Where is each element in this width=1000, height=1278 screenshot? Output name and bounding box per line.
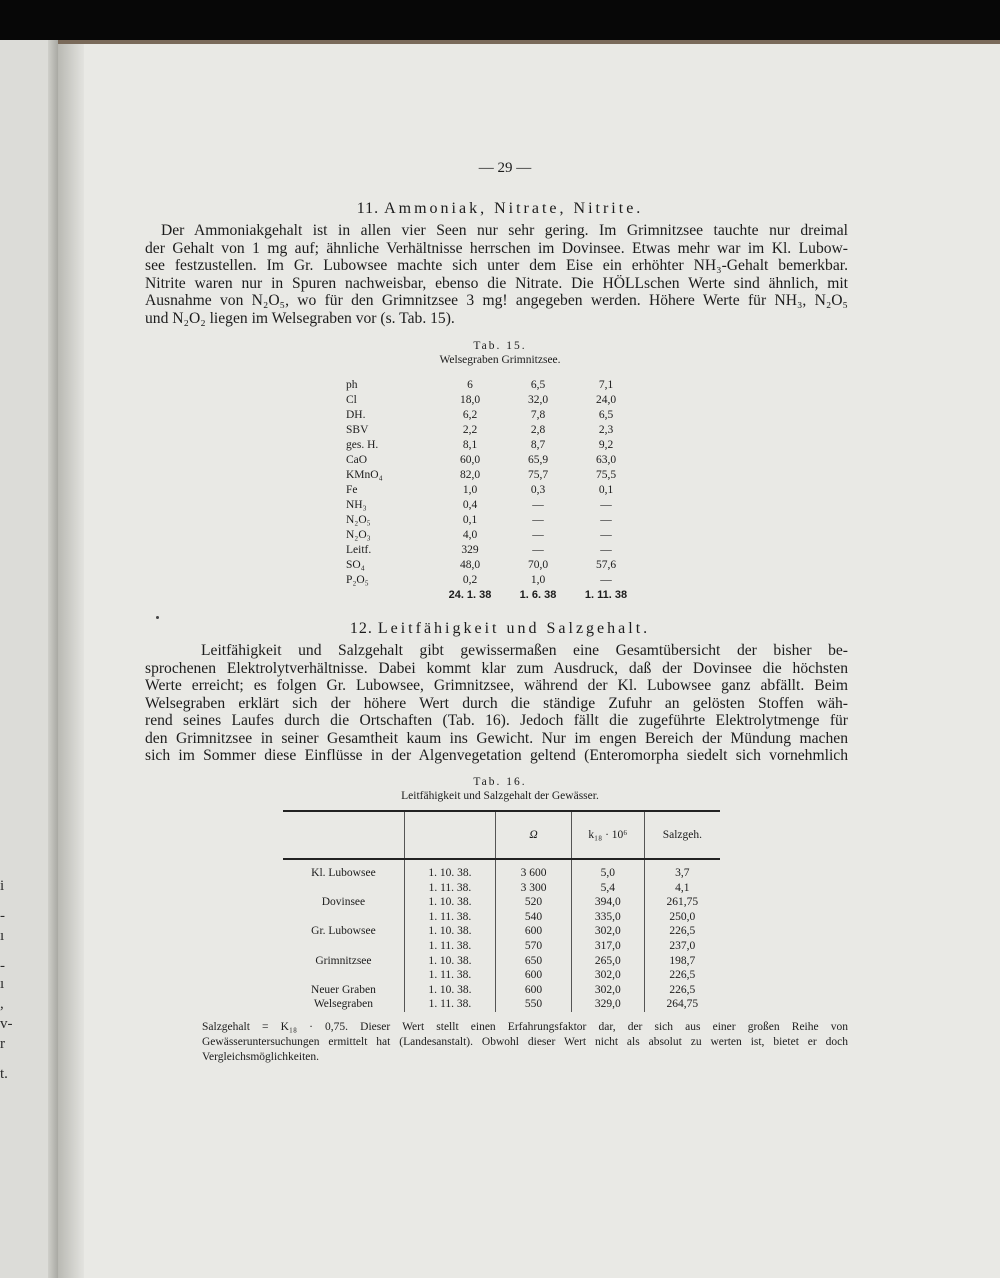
row-label: Leitf.: [346, 544, 372, 556]
table-cell: —: [600, 499, 612, 511]
table-cell-omega: 600: [495, 924, 571, 939]
text-line: rend seines Laufes durch die Ortschaften (Tab. 16). Jedoch fällt die zugeführte Elektrolytmenge für: [145, 712, 848, 729]
table-cell: 0,3: [530, 484, 546, 496]
margin-fragment: ı: [0, 976, 5, 992]
table-cell: 2,3: [598, 424, 614, 436]
table-cell: 6,5: [598, 409, 614, 421]
table-cell: 329: [461, 544, 479, 556]
row-label: N₂O₃: [346, 529, 371, 541]
table-cell: 1,0: [462, 484, 478, 496]
table-cell-date: 1. 11. 38.: [404, 939, 495, 954]
column-header: [404, 811, 495, 859]
table-cell: 2,8: [530, 424, 546, 436]
table-cell-k: 302,0: [572, 924, 645, 939]
table-cell-salz: 261,75: [644, 895, 720, 910]
column-header-omega: Ω: [495, 811, 571, 859]
table-row: [346, 498, 640, 513]
table-cell-k: 335,0: [572, 910, 645, 925]
table-cell-salz: 226,5: [644, 983, 720, 998]
table-cell-gew: Kl. Lubowsee: [311, 867, 376, 879]
table-cell: —: [600, 514, 612, 526]
table-cell: 7,1: [598, 379, 614, 391]
row-label: P₂O₅: [346, 574, 369, 586]
margin-fragment: v-: [0, 1016, 13, 1032]
section-12-heading: [160, 620, 840, 638]
table-cell: 0,2: [462, 574, 478, 586]
table-15-caption: Tab. 15.: [473, 340, 527, 352]
table-cell-k: 329,0: [572, 997, 645, 1012]
table-cell-date: 1. 10. 38.: [404, 895, 495, 910]
table-cell-date: 1. 11. 38.: [404, 881, 495, 896]
page-gutter: [58, 44, 84, 1278]
table-cell-date: 1. 11. 38.: [404, 997, 495, 1012]
text-line: sich im Sommer diese Einflüsse in der Algenvegetation geltend (Enteromorpha siedelt sich vornehmlich: [145, 747, 848, 764]
table-cell-k: 302,0: [572, 968, 645, 983]
row-label: ph: [346, 379, 358, 391]
text-line: Ausnahme von N₂O₅, wo für den Grimnitzsee 3 mg! angegeben werden. Höhere Werte für NH₃, N₂O₅: [145, 292, 848, 309]
footnote-line: Vergleichsmöglichkeiten.: [202, 1051, 319, 1063]
table-cell-omega: 3 300: [495, 881, 571, 896]
table-cell-date: 1. 10. 38.: [404, 954, 495, 969]
table-15: [346, 378, 640, 603]
date-row: [346, 588, 640, 603]
table-cell: 63,0: [595, 454, 617, 466]
footnote-line: Salzgehalt = K₁₈ · 0,75. Dieser Wert stellt einen Erfahrungsfaktor dar, der sich aus einer großen Reihe von: [202, 1021, 848, 1033]
margin-fragment: ,: [0, 996, 4, 1012]
text-line: der Gehalt von 1 mg auf; ähnliche Verhältnisse herrschen im Dovinsee. Etwas mehr war im Kl. Lubow-: [145, 239, 848, 257]
row-label: SBV: [346, 424, 369, 436]
text-line: sprochenen Elektrolytverhältnisse. Dabei kommt klar zum Ausdruck, daß der Dovinsee die höchsten: [145, 659, 848, 677]
date-cell: 24. 1. 38: [448, 589, 492, 601]
row-label: ges. H.: [346, 439, 379, 451]
table-row: [283, 997, 720, 1012]
table-cell-omega: 650: [495, 954, 571, 969]
table-cell: 57,6: [595, 559, 617, 571]
table-row: [346, 483, 640, 498]
table-cell-salz: 250,0: [644, 910, 720, 925]
table-cell: 70,0: [527, 559, 549, 571]
column-header-k18: k₁₈ · 10⁶: [572, 811, 645, 859]
table-cell-k: 302,0: [572, 983, 645, 998]
table-cell-omega: 600: [495, 968, 571, 983]
table-cell: —: [532, 544, 544, 556]
table-cell-gew: Gr. Lubowsee: [311, 925, 376, 938]
table-cell-salz: 264,75: [644, 997, 720, 1012]
date-cell: 1. 6. 38: [519, 589, 557, 601]
table-cell: 82,0: [459, 469, 481, 481]
section-title: Leitfähigkeit und Salzgehalt.: [377, 620, 651, 637]
table-16-caption: Tab. 16.: [473, 776, 527, 788]
table-cell-date: 1. 10. 38.: [404, 924, 495, 939]
table-cell-gew: Welsegraben: [313, 998, 373, 1011]
table-row: [283, 895, 720, 910]
table-cell-date: 1. 10. 38.: [404, 859, 495, 881]
table-row: [346, 438, 640, 453]
text-line: see festzustellen. Im Gr. Lubowsee machte sich unter dem Eise ein erhöhter NH₃-Gehalt bemerkbar.: [145, 257, 848, 274]
table-cell: 1,0: [530, 574, 546, 586]
table-cell: —: [600, 574, 612, 586]
date-cell: 1. 11. 38: [584, 589, 628, 601]
row-label: N₂O₅: [346, 514, 371, 526]
empty-cell: [346, 588, 436, 603]
table-cell-omega: 600: [495, 983, 571, 998]
table-row: [283, 859, 720, 881]
text-line: Welsegraben erklärt sich der höhere Wert durch die ständige Zufuhr an gelösten Stoffen wäh-: [145, 694, 848, 712]
table-row: [283, 910, 720, 925]
left-page-edge: [0, 40, 58, 1278]
table-cell: —: [532, 499, 544, 511]
table-cell-gew: Neuer Graben: [311, 983, 376, 996]
table-cell: 6: [467, 379, 473, 391]
table-row: [346, 573, 640, 588]
text-line: Werte erreicht; es folgen Gr. Lubowsee, Grimnitzsee, während der Kl. Lubowsee ganz abfällt. Beim: [145, 677, 848, 694]
table-row: [346, 378, 640, 393]
table-cell: 0,4: [462, 499, 478, 511]
table-cell-salz: 3,7: [644, 859, 720, 881]
text-line: Nitrite waren nur in Spuren nachweisbar, ebenso die Nitrate. Die HÖLLschen Werte sind ähnlich, mit: [145, 274, 848, 292]
table-cell: —: [532, 514, 544, 526]
table-cell: 18,0: [459, 394, 481, 406]
table-row: [346, 468, 640, 483]
table-row: [283, 939, 720, 954]
table-cell-date: 1. 11. 38.: [404, 910, 495, 925]
table-cell: —: [600, 544, 612, 556]
table-cell: —: [600, 529, 612, 541]
table-16-subcaption: Leitfähigkeit und Salzgehalt der Gewässer.: [401, 790, 599, 802]
section-11-heading: [160, 200, 840, 218]
table-cell-k: 394,0: [572, 895, 645, 910]
table-cell-salz: 226,5: [644, 924, 720, 939]
table-cell-gew: [283, 910, 404, 925]
table-cell-date: 1. 10. 38.: [404, 983, 495, 998]
table-row: [283, 968, 720, 983]
margin-fragment: i: [0, 878, 5, 894]
row-label: Cl: [346, 394, 357, 406]
footnote-line: Gewässeruntersuchungen ermittelt hat (Landesanstalt). Obwohl dieser Wert nicht als absolut zu werten ist, bietet er doch: [202, 1036, 848, 1048]
margin-fragment: ı: [0, 928, 5, 944]
table-cell-salz: 226,5: [644, 968, 720, 983]
table-cell: 75,7: [527, 469, 549, 481]
table-cell-gew: Grimnitzsee: [315, 954, 372, 967]
section-12-paragraph: [145, 642, 848, 765]
table-15-subcaption: Welsegraben Grimnitzsee.: [439, 354, 561, 366]
table-cell: 65,9: [527, 454, 549, 466]
table-cell-omega: 540: [495, 910, 571, 925]
text-line: und N₂O₂ liegen im Welsegraben vor (s. Tab. 15).: [145, 309, 455, 327]
table-row: [346, 423, 640, 438]
column-header: [283, 811, 404, 859]
table-row: [346, 528, 640, 543]
table-cell-k: 265,0: [572, 954, 645, 969]
table-row: [283, 881, 720, 896]
table-row: [283, 983, 720, 998]
table-cell: 6,2: [462, 409, 478, 421]
table-cell-salz: 237,0: [644, 939, 720, 954]
table-cell: 48,0: [459, 559, 481, 571]
table-row: [346, 393, 640, 408]
table-cell: —: [532, 529, 544, 541]
text-line: Leitfähigkeit und Salzgehalt gibt gewissermaßen eine Gesamtübersicht der bisher be-: [201, 642, 848, 659]
table-cell-salz: 4,1: [644, 881, 720, 896]
table-cell: 0,1: [462, 514, 478, 526]
table-cell-k: 5,4: [572, 881, 645, 896]
row-label: Fe: [346, 484, 358, 496]
table-cell-omega: 550: [495, 997, 571, 1012]
table-cell: 24,0: [595, 394, 617, 406]
row-label: SO₄: [346, 559, 365, 571]
margin-fragment: r: [0, 1036, 5, 1052]
table-cell-salz: 198,7: [644, 954, 720, 969]
table-cell: 8,1: [462, 439, 478, 451]
table-cell: 75,5: [595, 469, 617, 481]
table-cell: 32,0: [527, 394, 549, 406]
table-cell-gew: [283, 968, 404, 983]
table-cell-k: 5,0: [572, 859, 645, 881]
text-line: Der Ammoniakgehalt ist in allen vier Seen nur sehr gering. Im Grimnitzsee tauchte nur dreimal: [161, 222, 848, 239]
footnote: [202, 1020, 848, 1065]
print-speck: [156, 616, 159, 619]
table-cell-gew: [283, 881, 404, 896]
table-row: [283, 924, 720, 939]
margin-fragment: -: [0, 908, 5, 924]
section-11-paragraph: [145, 222, 848, 327]
table-cell: 6,5: [530, 379, 546, 391]
row-label: CaO: [346, 454, 368, 466]
table-row: [283, 954, 720, 969]
table-cell: 60,0: [459, 454, 481, 466]
table-16: [283, 810, 720, 1012]
row-label: DH.: [346, 409, 366, 421]
table-row: [346, 543, 640, 558]
table-cell-gew: Dovinsee: [321, 896, 366, 909]
margin-fragment: t.: [0, 1066, 8, 1082]
section-title: Ammoniak, Nitrate, Nitrite.: [384, 200, 644, 217]
table-cell-k: 317,0: [572, 939, 645, 954]
table-cell: 4,0: [462, 529, 478, 541]
column-header-salzgehalt: Salzgeh.: [644, 811, 720, 859]
table-cell-omega: 3 600: [495, 859, 571, 881]
page-fold-shadow: [48, 40, 58, 1278]
table-cell-omega: 520: [495, 895, 571, 910]
table-cell-omega: 570: [495, 939, 571, 954]
table-row: [346, 513, 640, 528]
section-number: 12.: [349, 620, 373, 637]
table-cell: 8,7: [530, 439, 546, 451]
page-number: — 29 —: [478, 160, 532, 176]
row-label: KMnO₄: [346, 469, 383, 481]
table-row: [346, 453, 640, 468]
row-label: NH₃: [346, 499, 367, 511]
section-number: 11.: [356, 200, 380, 217]
table-cell: 7,8: [530, 409, 546, 421]
table-cell: 9,2: [598, 439, 614, 451]
table-cell-date: 1. 11. 38.: [404, 968, 495, 983]
table-row: [346, 558, 640, 573]
table-cell: 0,1: [598, 484, 614, 496]
margin-fragment: -: [0, 958, 5, 974]
table-cell: 2,2: [462, 424, 478, 436]
table-cell-gew: [283, 939, 404, 954]
text-line: den Grimnitzsee in seiner Gesamtheit kaum ins Gewicht. Nur im engen Bereich der Mündung machen: [145, 729, 848, 747]
table-row: [346, 408, 640, 423]
